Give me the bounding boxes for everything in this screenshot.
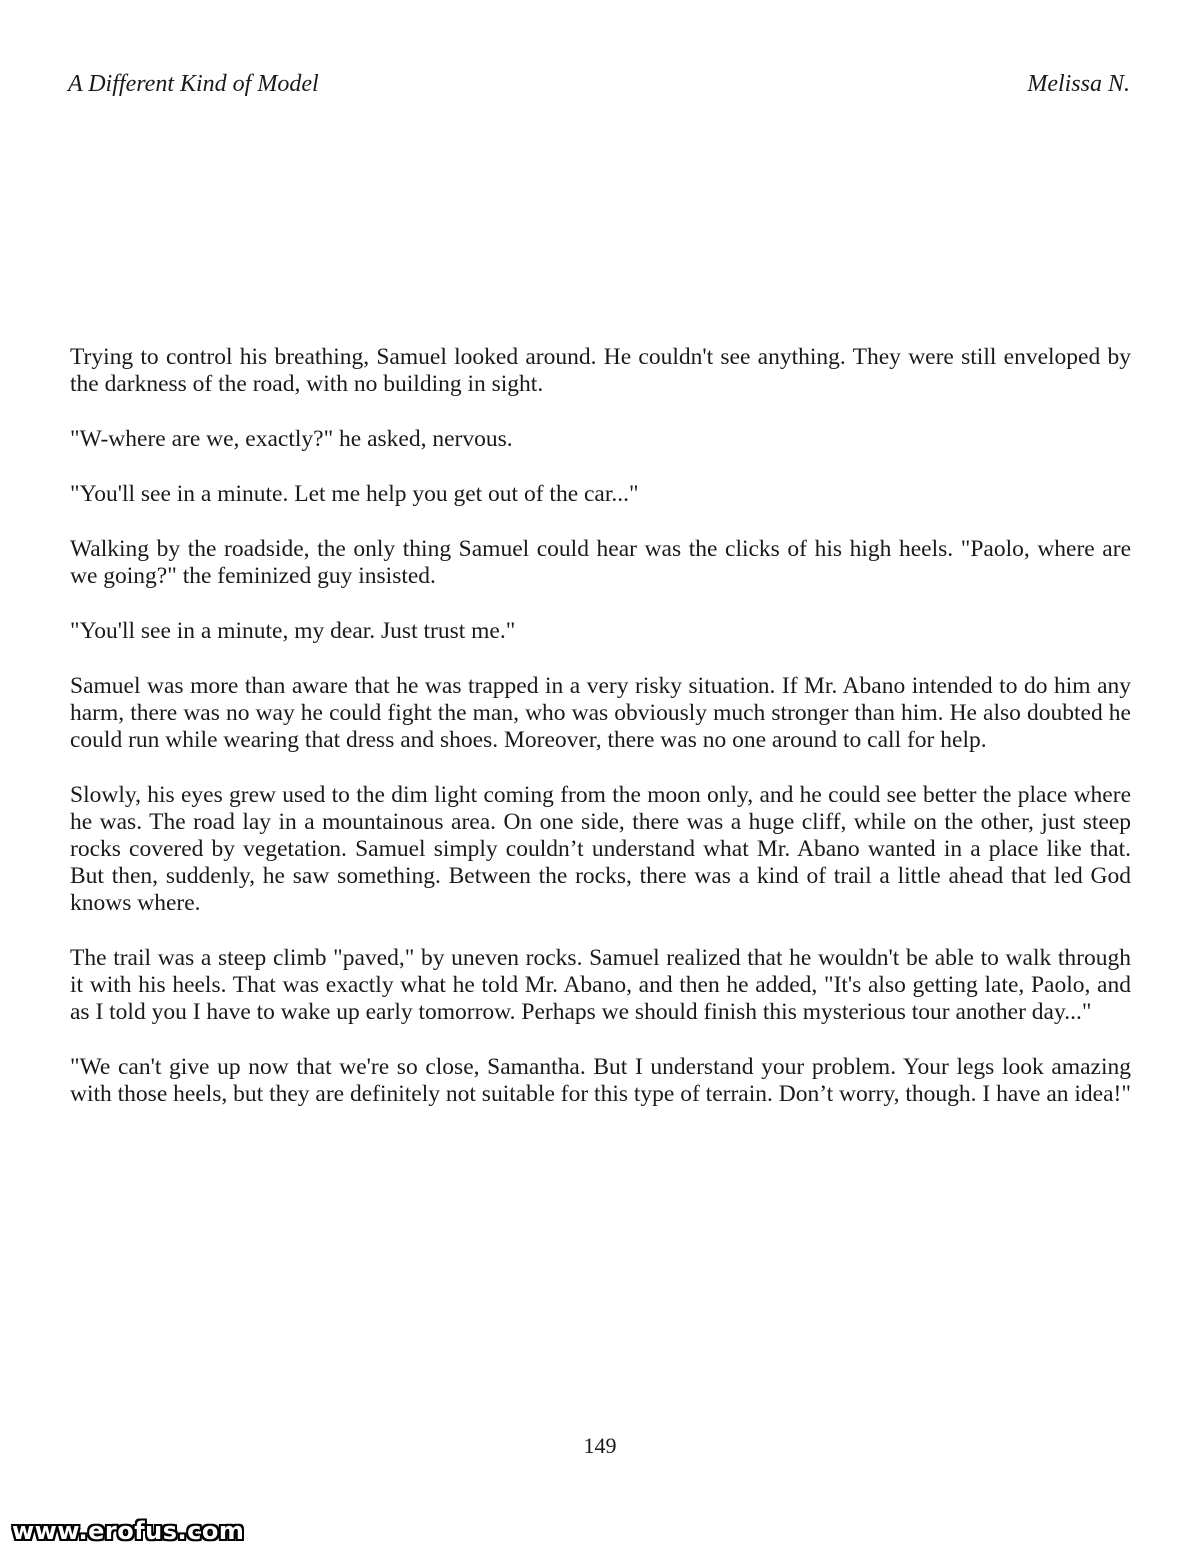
paragraph: "You'll see in a minute, my dear. Just trust me." [70,618,516,644]
paragraph: Samuel was more than aware that he was trapped in a very risky situation. If Mr. Abano intended to do him any harm, there was no way he could fight the man, who was obviously much stronger than him. He also doubted he could run while wearing that dress and shoes. Moreover, there was no one around to call for help. [70,673,1131,753]
book-title: A Different Kind of Model [68,71,319,97]
paragraph: Slowly, his eyes grew used to the dim light coming from the moon only, and he could see better the place where he was. The road lay in a mountainous area. On one side, there was a huge cliff, while on the other, just steep rocks covered by vegetation. Samuel simply couldn’t understand what Mr. Abano wanted in a place like that. But then, suddenly, he saw something. Between the rocks, there was a kind of trail a little ahead that led God knows where. [70,782,1131,916]
paragraph: "We can't give up now that we're so close, Samantha. But I understand your problem. Your legs look amazing with those heels, but they are definitely not suitable for this type of terrain. Don’t worry, though. I have an idea!" [70,1054,1131,1107]
paragraph: Walking by the roadside, the only thing Samuel could hear was the clicks of his high heels. "Paolo, where are we going?" the feminized guy insisted. [70,536,1131,589]
author-name: Melissa N. [1027,71,1130,97]
paragraph: The trail was a steep climb "paved," by uneven rocks. Samuel realized that he wouldn't be able to walk through it with his heels. That was exactly what he told Mr. Abano, and then he added, "It's also getting late, Paolo, and as I told you I have to wake up early tomorrow. Perhaps we should finish this mysterious tour another day..." [70,945,1131,1025]
page-number: 149 [583,1433,617,1458]
paragraph: "You'll see in a minute. Let me help you get out of the car..." [70,481,639,507]
paragraph: Trying to control his breathing, Samuel looked around. He couldn't see anything. They were still enveloped by the darkness of the road, with no building in sight. [70,344,1131,397]
site-watermark: www.erofus.com [12,1517,245,1545]
paragraph: "W-where are we, exactly?" he asked, nervous. [70,426,513,452]
story-body [70,344,1131,1136]
